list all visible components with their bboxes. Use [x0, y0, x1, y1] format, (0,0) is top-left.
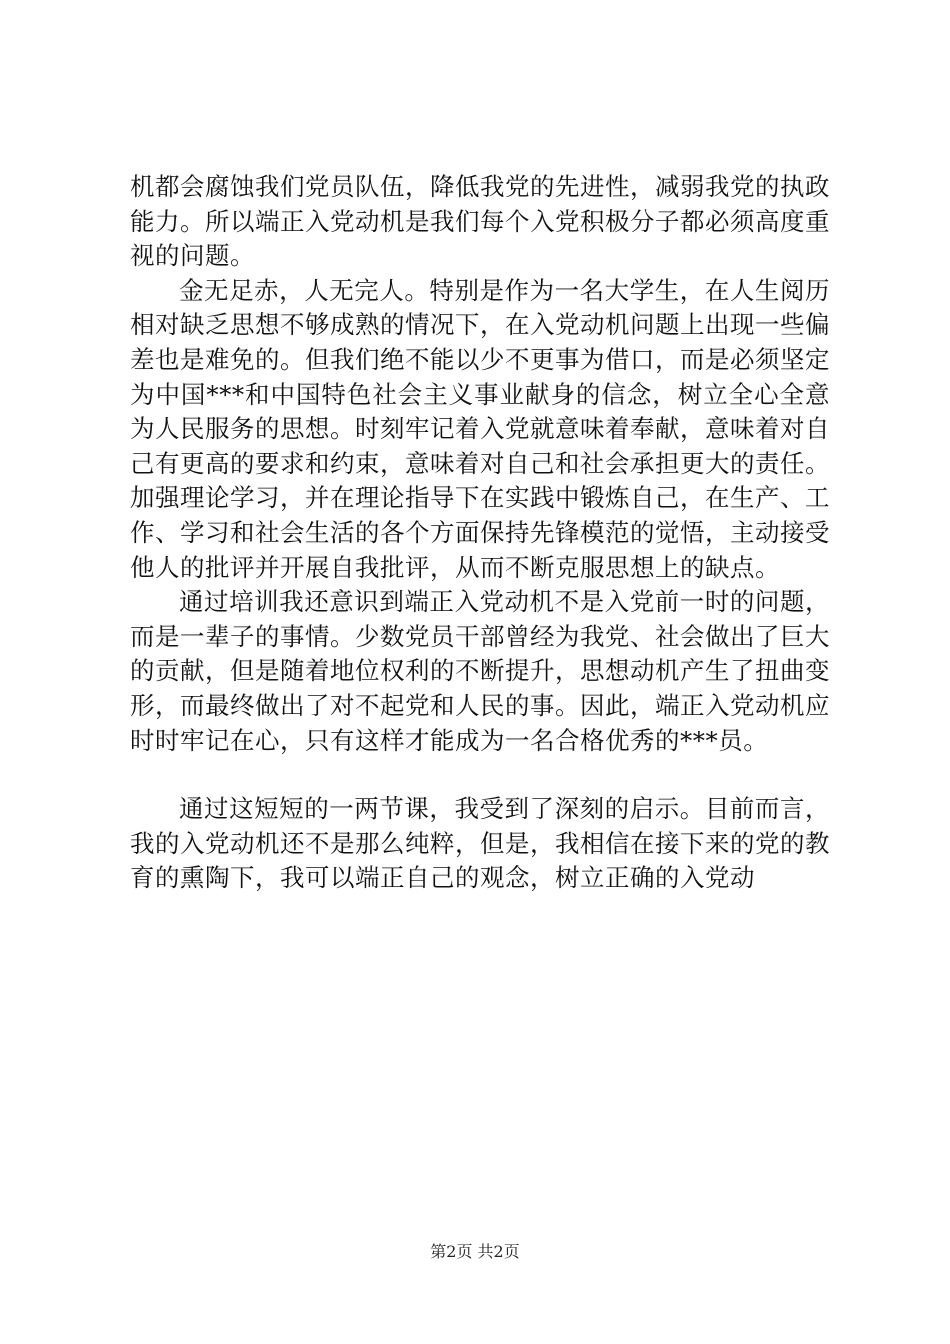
paragraph-imperfection: 金无足赤，人无完人。特别是作为一名大学生，在人生阅历相对缺乏思想不够成熟的情况下，在入党动机问题上出现一些偏差也是难免的。但我们绝不能以少不更事为借口，而是必须坚定为中国***和中国特色社会主义事业献身的信念，树立全心全意为人民服务的思想。时刻牢记着入党就意味着奉献，意味着对自己有更高的要求和约束，意味着对自己和社会承担更大的责任。加强理论学习，并在理论指导下在实践中锻炼自己，在生产、工作、学习和社会生活的各个方面保持先锋模范的觉悟，主动接受他人的批评并开展自我批评，从而不断克服思想上的缺点。 [130, 275, 830, 582]
paragraph-lifelong-motive: 通过培训我还意识到端正入党动机不是入党前一时的问题，而是一辈子的事情。少数党员干部曾经为我党、社会做出了巨大的贡献，但是随着地位权利的不断提升，思想动机产生了扭曲变形，而最终做出了对不起党和人民的事。因此，端正入党动机应时时牢记在心，只有这样才能成为一名合格优秀的***员。 [130, 587, 830, 755]
document-body [130, 170, 830, 896]
paragraph-continuation: 机都会腐蚀我们党员队伍，降低我党的先进性，减弱我党的执政能力。所以端正入党动机是我们每个入党积极分子都必须高度重视的问题。 [130, 172, 830, 271]
page-number-footer: 第2页 共2页 [430, 1242, 520, 1261]
paragraph-conclusion: 通过这短短的一两节课，我受到了深刻的启示。目前而言，我的入党动机还不是那么纯粹，但是，我相信在接下来的党的教育的熏陶下，我可以端正自己的观念，树立正确的入党动 [130, 794, 830, 893]
